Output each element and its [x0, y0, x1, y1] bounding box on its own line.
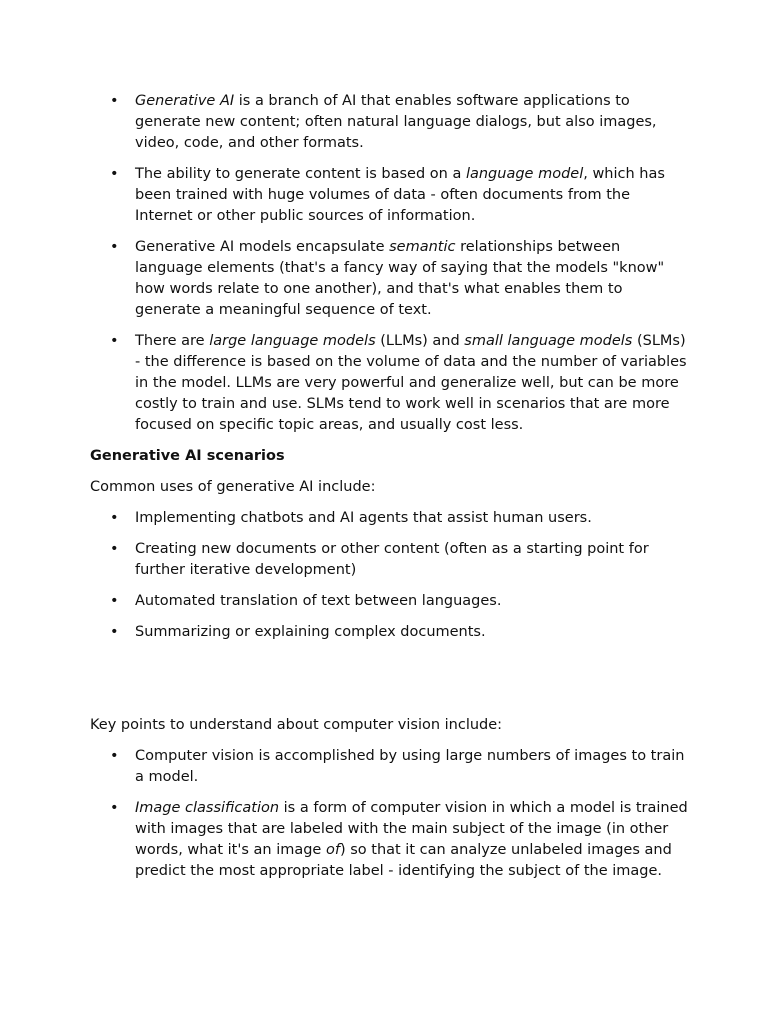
text-run: , which has been trained with huge volumes of data - often documents from the Internet or other public sources of information.: [135, 166, 665, 224]
list-item: [90, 746, 690, 788]
blank-space: [90, 653, 690, 715]
list-item: [90, 798, 690, 882]
text-run: Creating new documents or other content (often as a starting point for further iterative development): [135, 541, 649, 578]
list-item: [90, 622, 690, 643]
text-run: is a branch of AI that enables software applications to generate new content; often natural language dialogs, but also images, video, code, and other formats.: [135, 93, 657, 151]
emphasized-text: small language models: [464, 333, 633, 349]
emphasized-text: language model: [465, 166, 584, 182]
list-item: [90, 164, 690, 227]
list-item: [90, 591, 690, 612]
emphasized-text: Generative AI: [135, 93, 235, 109]
emphasized-text: large language models: [209, 333, 376, 349]
text-run: The ability to generate content is based on a: [135, 166, 466, 182]
text-run: ) so that it can analyze unlabeled images and predict the most appropriate label - identifying the subject of the image.: [135, 842, 672, 879]
text-run: Computer vision is accomplished by using large numbers of images to train a model.: [135, 748, 685, 785]
text-run: Summarizing or explaining complex documents.: [135, 624, 486, 640]
list-item: [90, 508, 690, 529]
list-item: [90, 91, 690, 154]
genai-bullet-list: [90, 91, 690, 436]
document-body: [90, 91, 690, 892]
list-item: [90, 331, 690, 436]
emphasized-text: Image classification: [135, 800, 280, 816]
vision-bullet-list: [90, 746, 690, 882]
text-run: (SLMs) - the difference is based on the volume of data and the number of variables in the model. LLMs are very powerful and generalize well, but can be more costly to train and use. SLMs tend to work well in scenarios that are more focused on specific topic areas, and usually cost less.: [135, 333, 687, 433]
text-run: Generative AI models encapsulate: [135, 239, 390, 255]
emphasized-text: semantic: [389, 239, 456, 255]
text-run: Automated translation of text between languages.: [135, 593, 502, 609]
text-run: Implementing chatbots and AI agents that assist human users.: [135, 510, 592, 526]
text-run: There are: [135, 333, 210, 349]
scenarios-bullet-list: [90, 508, 690, 643]
text-run: relationships between language elements (that's a fancy way of saying that the models "know" how words relate to one another), and that's what enables them to generate a meaningful sequence of text.: [135, 239, 665, 318]
emphasized-text: of: [325, 842, 340, 858]
text-run: (LLMs) and: [375, 333, 465, 349]
list-item: [90, 539, 690, 581]
vision-intro: Key points to understand about computer vision include:: [90, 717, 503, 733]
text-run: is a form of computer vision in which a model is trained with images that are labeled with the main subject of the image (in other words, what it's an image: [135, 800, 688, 858]
list-item: [90, 237, 690, 321]
scenarios-intro: Common uses of generative AI include:: [90, 479, 376, 495]
section-heading-generative-ai-scenarios: Generative AI scenarios: [90, 448, 285, 464]
